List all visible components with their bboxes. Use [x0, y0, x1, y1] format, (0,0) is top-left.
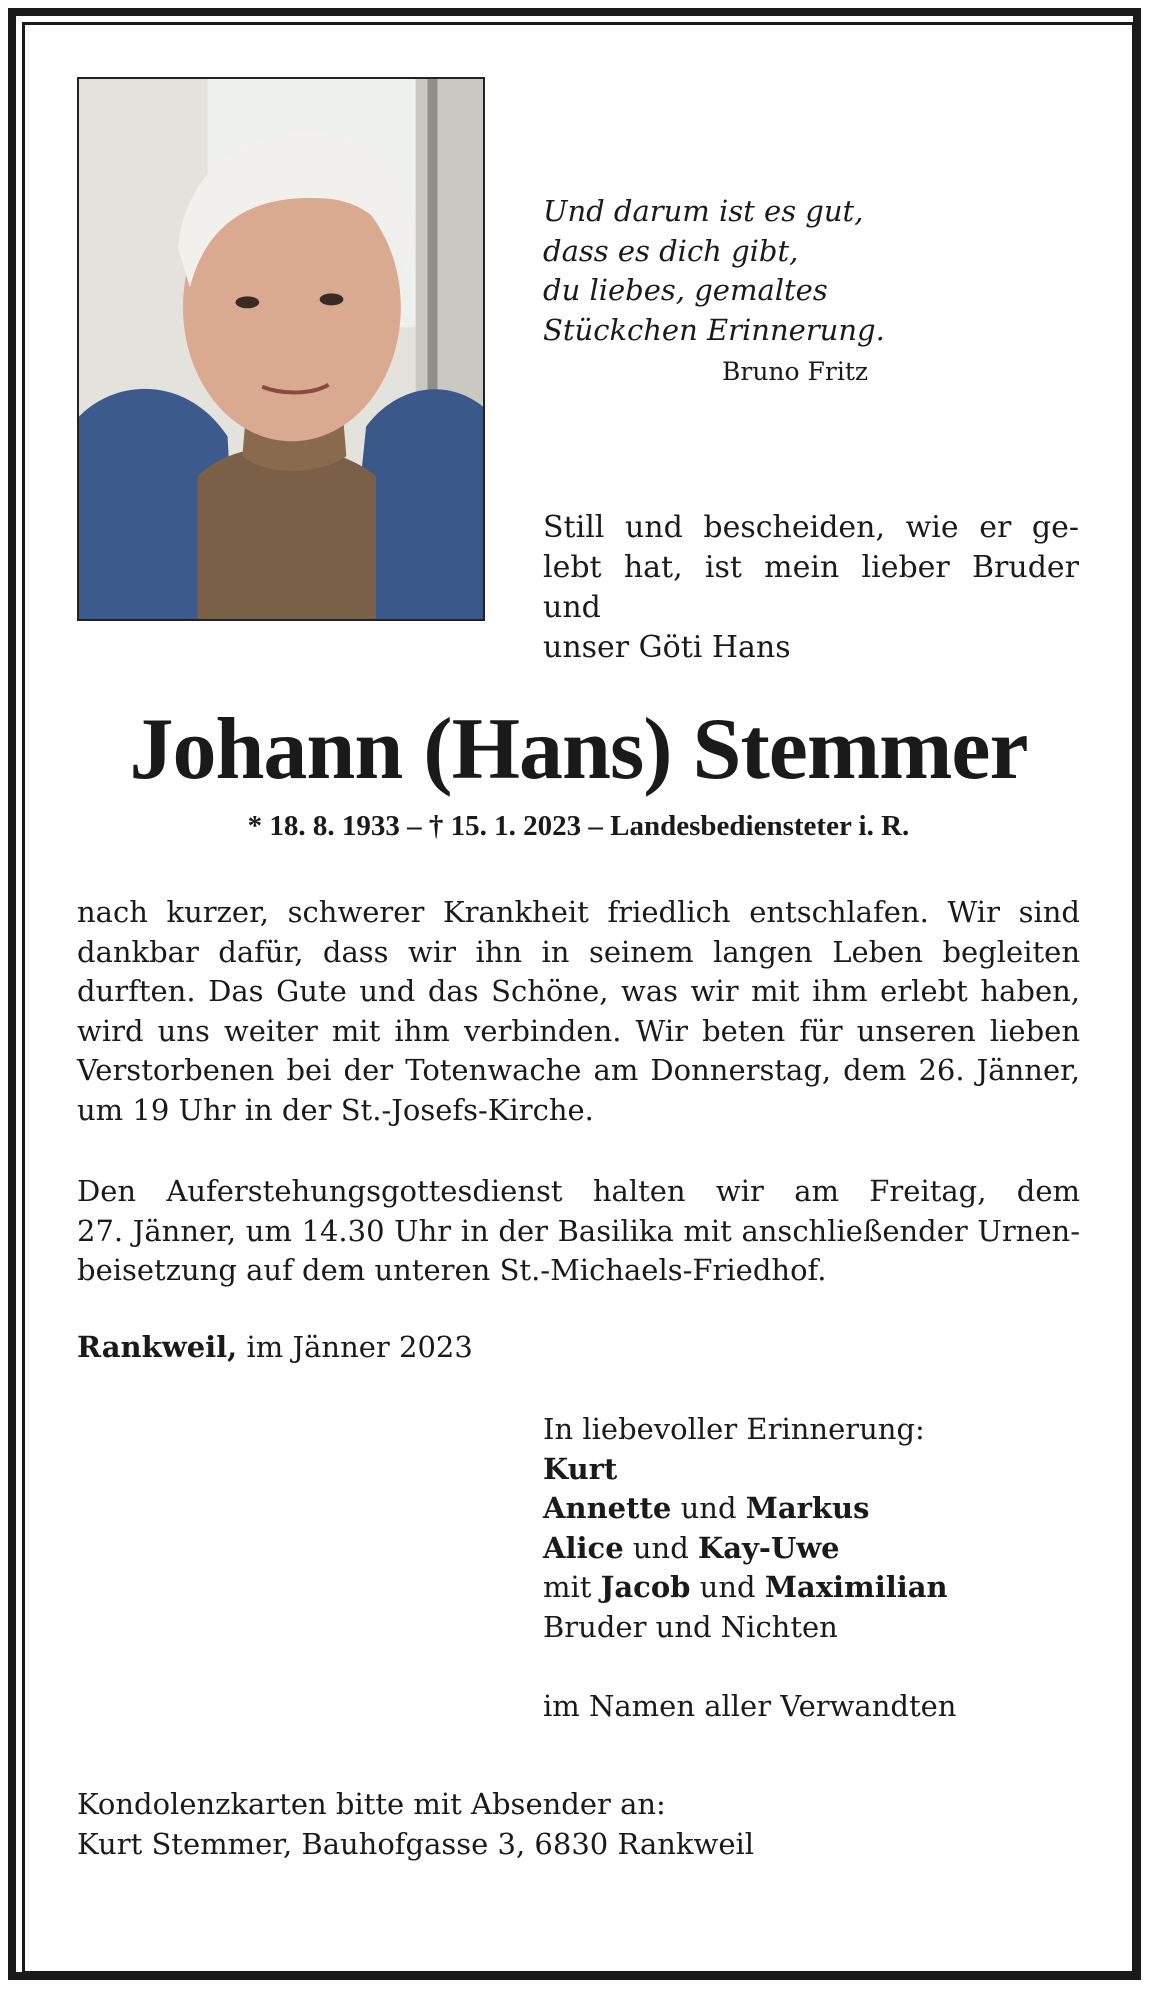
portrait-photo [77, 77, 485, 621]
intro-text [543, 508, 1079, 668]
mourner-line [543, 1450, 1083, 1490]
connector: mit [543, 1570, 592, 1605]
paragraph-line: nach kurzer, schwerer Krankheit friedlich entschlafen. Wir sind [77, 895, 1080, 929]
mourner-line [543, 1529, 1083, 1569]
condolence-address [77, 1785, 1080, 1864]
paragraph-line: dankbar dafür, dass wir ihn in seinem langen Leben begleiten [77, 934, 1080, 969]
quote-line: Stückchen Erinnerung. [543, 312, 885, 347]
intro-line: Still und bescheiden, wie er ge- [543, 510, 1079, 545]
mourner-name: Alice [543, 1530, 624, 1565]
place-town: Rankweil, [77, 1330, 238, 1364]
mourner-name: Jacob [600, 1570, 691, 1605]
connector: und [632, 1530, 689, 1565]
condolence-line: Kondolenzkarten bitte mit Absender an: [77, 1787, 666, 1821]
quote-author: Bruno Fritz [722, 357, 869, 386]
quote [543, 192, 903, 350]
life-dates: * 18. 8. 1933 – † 15. 1. 2023 – Landesbediensteter i. R. [247, 810, 910, 842]
paragraph-line: durften. Das Gute und das Schöne, was wir mit ihm erlebt haben, [77, 974, 1080, 1009]
place-date-text: im Jänner 2023 [237, 1330, 473, 1364]
paragraph-line: 27. Jänner, um 14.30 Uhr in der Basilika mit anschließender Urnen- [77, 1213, 1080, 1248]
quote-line: du liebes, gemaltes [543, 273, 828, 307]
mourner-name: Annette [543, 1491, 672, 1526]
mourner-line [543, 1489, 1083, 1529]
mourner-name: Kay-Uwe [698, 1530, 840, 1565]
deceased-name: Johann (Hans) Stemmer [129, 701, 1028, 798]
mourner-line [543, 1568, 1083, 1608]
paragraph-line: Den Auferstehungsgottesdienst halten wir am Freitag, dem [77, 1174, 1080, 1208]
funeral-paragraph [77, 1172, 1080, 1291]
place-date [77, 1330, 473, 1364]
intro-line: lebt hat, ist mein lieber Bruder und [543, 550, 1079, 625]
quote-line: Und darum ist es gut, [543, 194, 864, 228]
mourner-name: Markus [745, 1491, 870, 1526]
connector: und [699, 1570, 756, 1605]
intro-line: unser Göti Hans [543, 630, 791, 665]
quote-line: dass es dich gibt, [543, 233, 799, 268]
paragraph-line: um 19 Uhr in der St.-Josefs-Kirche. [77, 1092, 594, 1127]
relatives-line: im Namen aller Verwandten [543, 1689, 957, 1724]
connector: und [680, 1491, 737, 1526]
spacer [543, 1648, 1083, 1688]
announcement-paragraph [77, 893, 1080, 1131]
paragraph-line: Verstorbenen bei der Totenwache am Donnerstag, dem 26. Jänner, [77, 1053, 1080, 1088]
mourner-name: Kurt [543, 1451, 618, 1486]
condolence-address-line: Kurt Stemmer, Bauhofgasse 3, 6830 Rankweil [77, 1826, 755, 1861]
mourners-block [543, 1410, 1083, 1727]
memory-heading: In liebevoller Erinnerung: [543, 1412, 925, 1446]
paragraph-line: beisetzung auf dem unteren St.-Michaels-Friedhof. [77, 1253, 827, 1288]
family-line: Bruder und Nichten [543, 1609, 838, 1644]
mourner-name: Maximilian [764, 1570, 948, 1605]
paragraph-line: wird uns weiter mit ihm verbinden. Wir beten für unseren lieben [77, 1013, 1080, 1048]
